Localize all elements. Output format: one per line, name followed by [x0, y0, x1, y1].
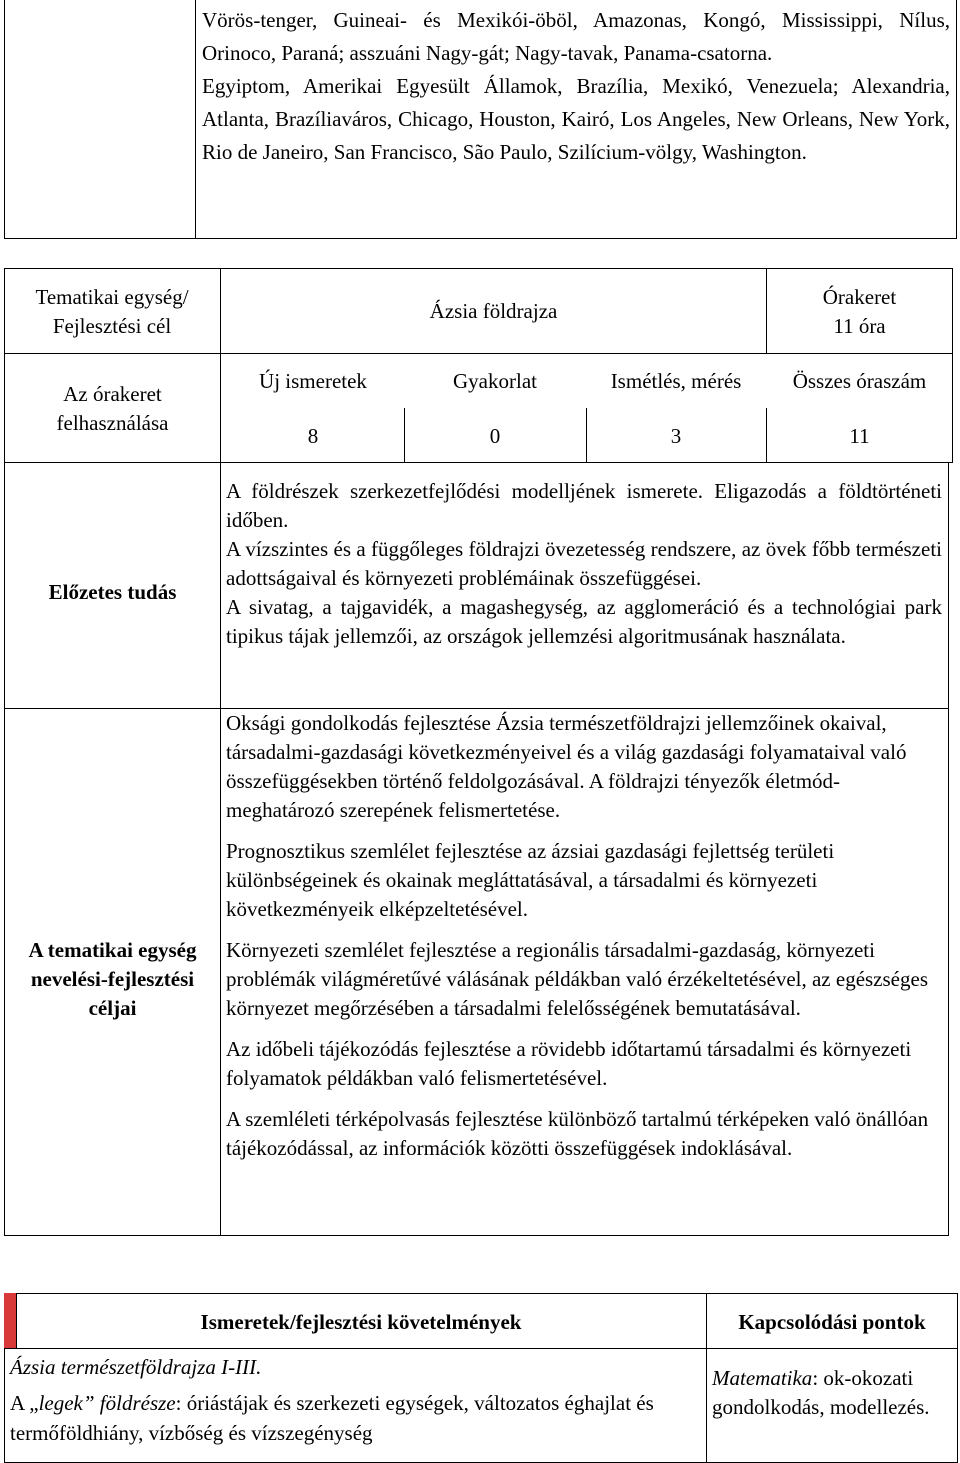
hours-header-new: Új ismeretek: [259, 369, 367, 393]
hours-value-total: 11: [849, 424, 870, 448]
hours-value-practice: 0: [489, 424, 501, 448]
top-column-divider: [195, 0, 196, 238]
requirements-line-1: Ázsia természetföldrajza I-III.: [10, 1355, 262, 1379]
unit-title: Ázsia földrajza: [429, 299, 558, 323]
top-line-2: Egyiptom, Amerikai Egyesült Államok, Brazília, Mexikó, Venezuela; Alexandria, Atlanta, Brazíliaváros, Chicago, Houston, Kairó, Los Angeles, New Orleans, New York, Rio de Janeiro, San Francisco, São Paulo, Szilícium-völgy, Washington.: [202, 74, 950, 164]
hours-value-review: 3: [670, 424, 682, 448]
top-places-text: [202, 4, 950, 169]
connections-content: [712, 1364, 936, 1422]
connections-subject: Matematika: [712, 1366, 813, 1390]
top-line-1: Vörös-tenger, Guineai- és Mexikói-öböl, Amazonas, Kongó, Mississippi, Nílus, Orinoco, Paraná; asszuáni Nagy-gát; Nagy-tavak, Panama-csatorna.: [202, 8, 950, 65]
prior-paragraph-2: A vízszintes és a függőleges földrajzi övezetesség rendszere, az övek főbb természeti adottságaival és környezeti problémáinak összefüggései.: [226, 537, 942, 590]
goals-paragraph-4: Az időbeli tájékozódás fejlesztése a rövidebb időtartamú társadalmi és környezeti folyamatok példákban való felismertetésével.: [226, 1037, 912, 1090]
connections-rest: : ok-okozati gondolkodás, modellezés.: [712, 1366, 930, 1419]
legek-italic: legek” földrésze: [38, 1391, 176, 1415]
hours-usage-label: Az órakeret felhasználása: [56, 382, 169, 435]
requirements-left-accent: [4, 1293, 16, 1348]
hours-header-practice: Gyakorlat: [453, 369, 537, 393]
hours-value-text: 11 óra: [833, 314, 886, 338]
prior-content: [226, 477, 942, 651]
requirements-line-2: [10, 1388, 700, 1448]
hours-label-text: Órakeret: [822, 285, 897, 309]
prior-label: Előzetes tudás: [48, 580, 177, 604]
requirements-header-divider: [4, 1348, 958, 1349]
hours-value-new: 8: [307, 424, 319, 448]
connections-header: Kapcsolódási pontok: [738, 1310, 926, 1334]
prior-paragraph-3: A sivatag, a tajgavidék, a magashegység, az agglomeráció és a technológiai park tipikus tájak jellemzői, az országok jellemzési algoritmusának használata.: [226, 595, 942, 648]
hours-header-review: Ismétlés, mérés: [610, 369, 742, 393]
requirements-content: [10, 1352, 700, 1448]
hours-header-total: Összes óraszám: [792, 369, 927, 393]
goals-paragraph-3: Környezeti szemlélet fejlesztése a regionális társadalmi-gazdaság, környezeti problémák világméretűvé válásának példákban való érzékeltetésével, az egészséges környezet megőrzésében a társadalmi felelősségének bemutatásával.: [226, 938, 928, 1020]
unit-label: Tematikai egység/ Fejlesztési cél: [35, 285, 189, 338]
prior-paragraph-1: A földrészek szerkezetfejlődési modelljének ismerete. Eligazodás a földtörténeti időben.: [226, 479, 942, 532]
goals-paragraph-5: A szemléleti térképolvasás fejlesztése különböző tartalmú térképeken való önállóan tájékozódással, az információk közötti összefüggések indoklásával.: [226, 1107, 929, 1160]
legek-rest: : óriástájak és szerkezeti egységek, változatos éghajlat és termőföldhiány, vízbőség és vízszegénység: [10, 1391, 654, 1445]
goals-content: [226, 709, 942, 1163]
legek-prefix: A „: [10, 1391, 39, 1415]
goals-label: A tematikai egység nevelési-fejlesztési céljai: [28, 938, 197, 1020]
goals-paragraph-1: Oksági gondolkodás fejlesztése Ázsia természetföldrajzi jellemzőinek okaival, társadalmi-gazdasági következményeivel és a világ gazdasági folyamataival való összefüggésekben történő feldolgozásával. A földrajzi tényezők életmód-meghatározó szerepének felismertetése.: [226, 711, 907, 822]
requirements-header: Ismeretek/fejlesztési követelmények: [200, 1310, 522, 1334]
goals-paragraph-2: Prognosztikus szemlélet fejlesztése az ázsiai gazdasági fejlettség területi különbségeinek és okainak megláttatásával, a társadalmi és környezeti következményeik elképzeltetésével.: [226, 839, 835, 921]
hours-label: [766, 283, 953, 341]
